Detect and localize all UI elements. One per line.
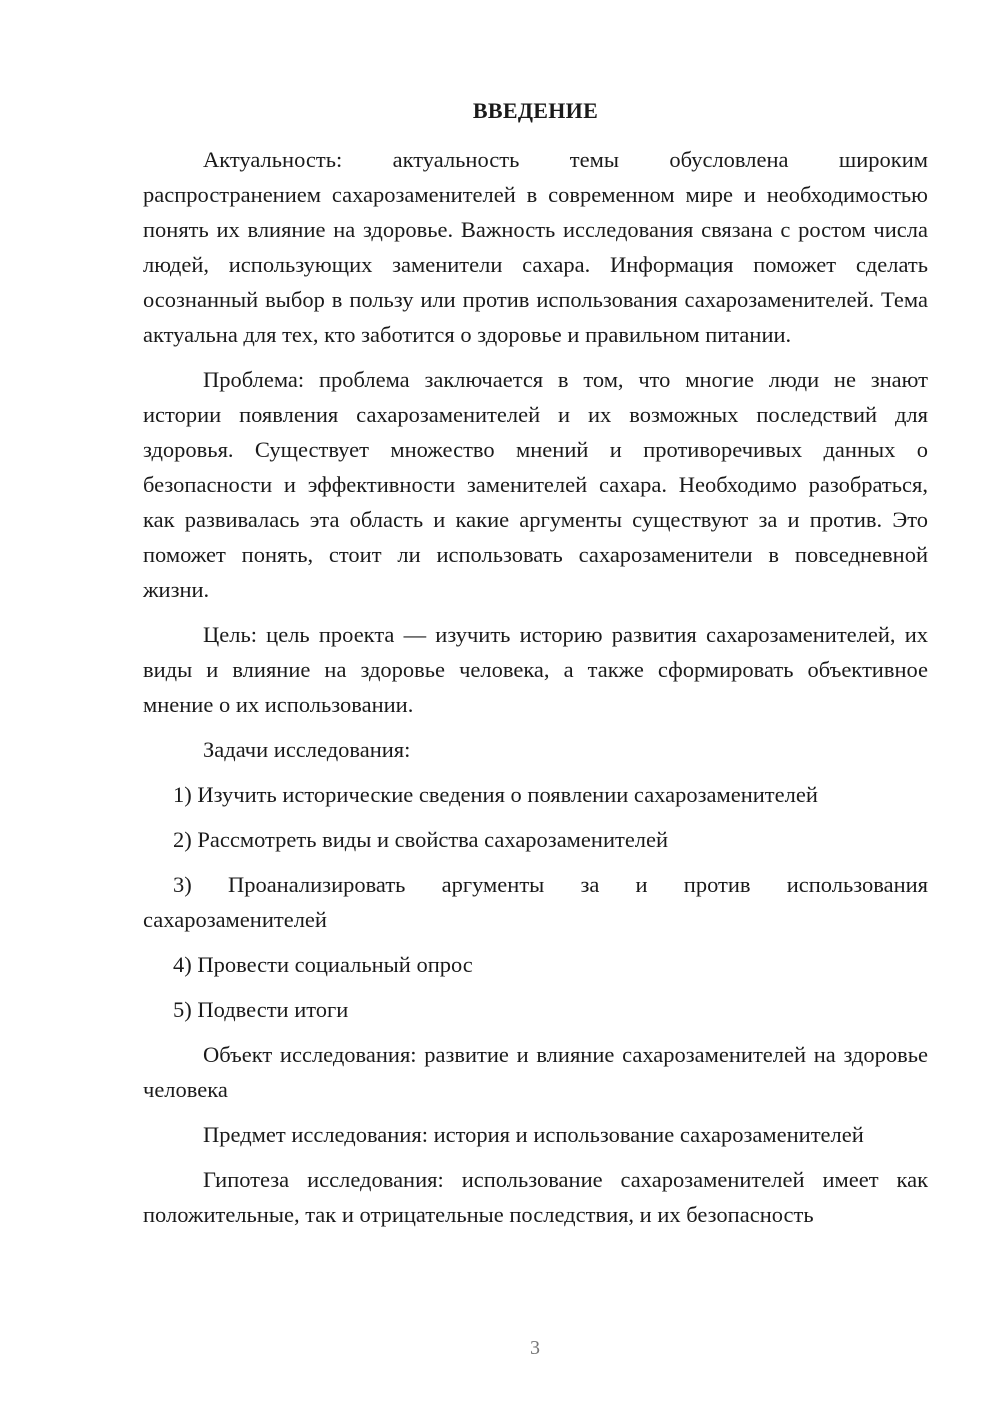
hypothesis-paragraph: Гипотеза исследования: использование сахарозаменителей имеет как положительные, так и отрицательные последствия, и их безопасность [143, 1167, 928, 1227]
page-content [143, 96, 928, 1232]
subject-paragraph: Предмет исследования: история и использование сахарозаменителей [203, 1122, 864, 1147]
goal-paragraph: Цель: цель проекта — изучить историю развития сахарозаменителей, их виды и влияние на здоровье человека, а также сформировать объективное мнение о их использовании. [143, 622, 928, 717]
tasks-title: Задачи исследования: [203, 737, 411, 762]
section-heading: ВВЕДЕНИЕ [472, 98, 599, 123]
task-item-4: 4) Провести социальный опрос [173, 952, 473, 977]
relevance-paragraph: Актуальность: актуальность темы обусловлена широким распространением сахарозаменителей в современном мире и необходимостью понять их влияние на здоровье. Важность исследования связана с ростом числа людей, использующих заменители сахара. Информация поможет сделать осознанный выбор в пользу или против использования сахарозаменителей. Тема актуальна для тех, кто заботится о здоровье и правильном питании. [143, 147, 928, 347]
object-paragraph: Объект исследования: развитие и влияние сахарозаменителей на здоровье человека [143, 1042, 928, 1102]
task-item-5: 5) Подвести итоги [173, 997, 349, 1022]
problem-paragraph: Проблема: проблема заключается в том, что многие люди не знают истории появления сахарозаменителей и их возможных последствий для здоровья. Существует множество мнений и противоречивых данных о безопасности и эффективности заменителей сахара. Необходимо разобраться, как развивалась эта область и какие аргументы существуют за и против. Это поможет понять, стоит ли использовать сахарозаменители в повседневной жизни. [143, 367, 928, 602]
task-item-1: 1) Изучить исторические сведения о появлении сахарозаменителей [173, 782, 818, 807]
page-number: 3 [530, 1337, 540, 1359]
task-item-2: 2) Рассмотреть виды и свойства сахарозаменителей [173, 827, 669, 852]
task-item-3: 3) Проанализировать аргументы за и против использования сахарозаменителей [143, 872, 928, 932]
